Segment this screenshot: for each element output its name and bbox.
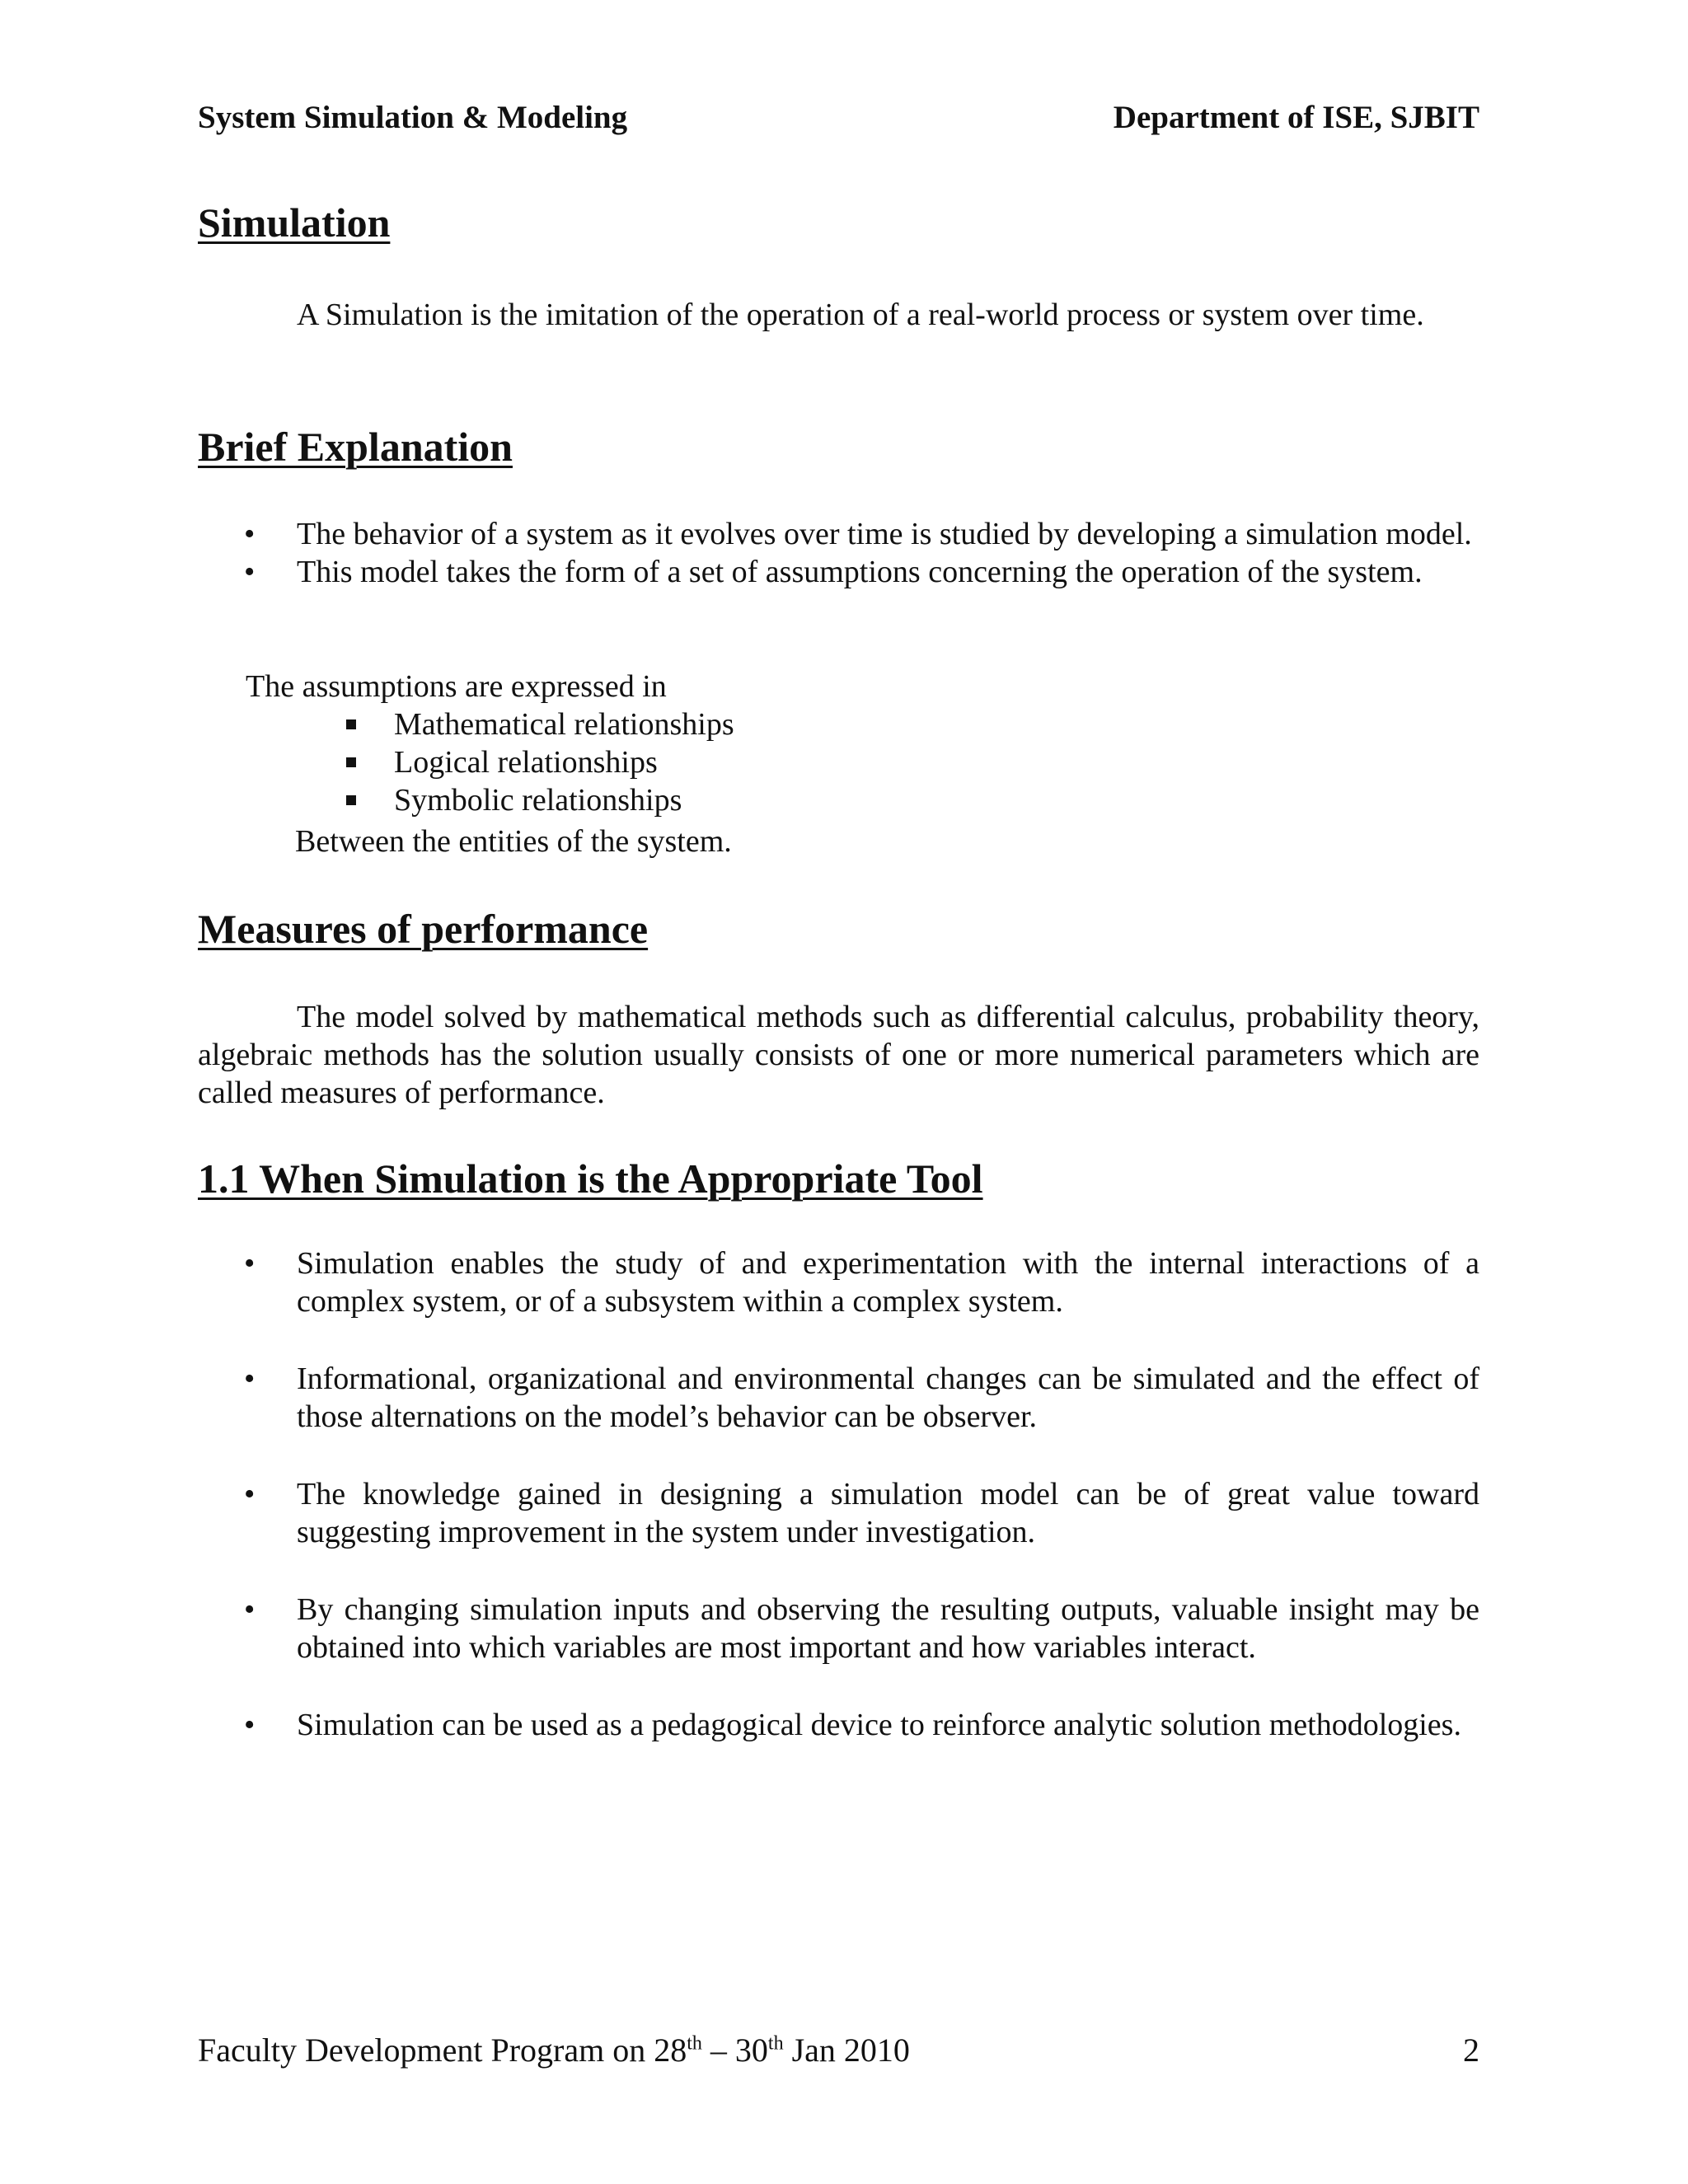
square-bullet-icon bbox=[346, 795, 356, 805]
list-item: Logical relationships bbox=[345, 743, 734, 781]
bullet-icon: • bbox=[244, 1477, 256, 1511]
section-heading-simulation: Simulation bbox=[198, 199, 391, 246]
measures-paragraph: The model solved by mathematical methods such as differential calculus, probability theory, algebraic methods has the solution usually consists of one or more numerical parameters which are called measures of performance. bbox=[198, 1000, 1479, 1110]
appropriate-bullet-list bbox=[239, 1244, 1479, 1744]
list-item: • Simulation enables the study of and experimentation with the internal interactions of a complex system, or of a subsystem within a complex system. bbox=[244, 1246, 1479, 1319]
list-item: Symbolic relationships bbox=[345, 781, 734, 819]
brief-bullet-list bbox=[239, 515, 1479, 591]
list-item: • By changing simulation inputs and observing the resulting outputs, valuable insight may be obtained into which variables are most important and how variables interact. bbox=[244, 1592, 1479, 1665]
bullet-icon: • bbox=[244, 1361, 256, 1396]
simulation-definition: A Simulation is the imitation of the operation of a real-world process or system over time. bbox=[297, 298, 1424, 332]
list-item: • Simulation can be used as a pedagogical device to reinforce analytic solution methodologies. bbox=[244, 1708, 1461, 1742]
bullet-icon: • bbox=[244, 1708, 256, 1742]
bullet-icon: • bbox=[244, 1592, 256, 1627]
bullet-icon: • bbox=[244, 1246, 256, 1281]
section-heading-brief-explanation: Brief Explanation bbox=[198, 424, 513, 470]
header-department: Department of ISE, SJBIT bbox=[1113, 100, 1479, 135]
list-item: • The behavior of a system as it evolves over time is studied by developing a simulation model. bbox=[244, 517, 1472, 551]
page-footer bbox=[198, 2027, 1479, 2074]
assumptions-outro: Between the entities of the system. bbox=[295, 824, 732, 859]
footer-program-dates: Faculty Development Program on 28th – 30th Jan 2010 bbox=[198, 2032, 910, 2069]
list-item: • This model takes the form of a set of assumptions concerning the operation of the system. bbox=[244, 555, 1423, 589]
assumptions-list bbox=[345, 705, 734, 819]
square-bullet-icon bbox=[346, 757, 356, 767]
list-item: Mathematical relationships bbox=[345, 705, 734, 743]
square-bullet-icon bbox=[346, 719, 356, 729]
header-course-title: System Simulation & Modeling bbox=[198, 100, 628, 135]
list-item: • The knowledge gained in designing a simulation model can be of great value toward suggesting improvement in the system under investigation. bbox=[244, 1477, 1479, 1549]
bullet-icon: • bbox=[244, 555, 256, 589]
section-heading-appropriate-tool: 1.1 When Simulation is the Appropriate Tool bbox=[198, 1155, 983, 1202]
section-heading-measures: Measures of performance bbox=[198, 906, 649, 952]
assumptions-intro: The assumptions are expressed in bbox=[246, 669, 667, 704]
page-number: 2 bbox=[1463, 2032, 1479, 2069]
page-header bbox=[198, 97, 1479, 138]
bullet-icon: • bbox=[244, 517, 256, 551]
list-item: • Informational, organizational and environmental changes can be simulated and the effect of those alternations on the model’s behavior can be observer. bbox=[244, 1361, 1479, 1434]
